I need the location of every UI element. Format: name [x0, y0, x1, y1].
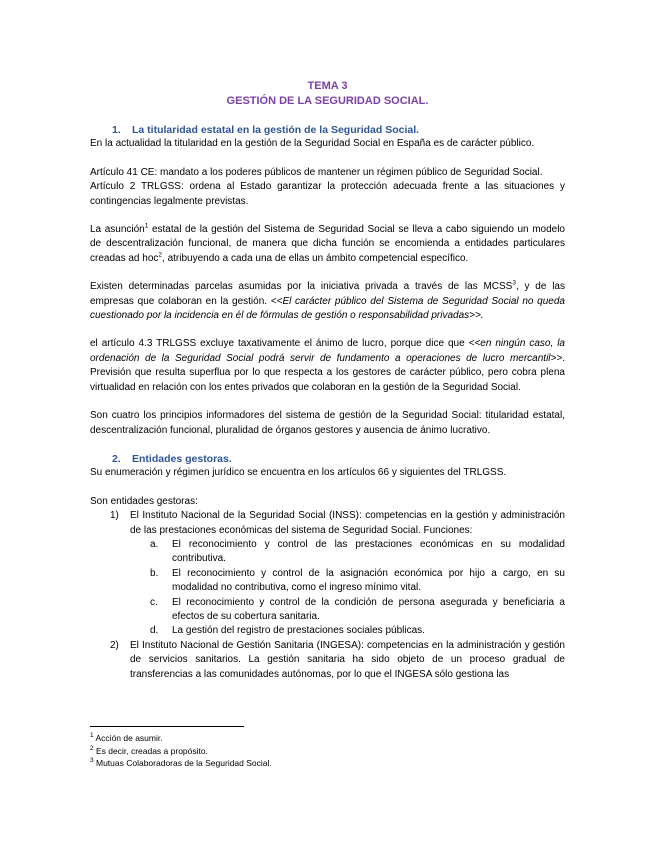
footnote-2 [90, 745, 565, 758]
footnote-mark: 2 [90, 744, 94, 752]
article-2-trlgss: Artículo 2 TRLGSS: ordena al Estado garantizar la protección adecuada frente a las situaciones y contingencias legalmente previstas. [90, 181, 565, 207]
list-item [90, 639, 565, 682]
list-marker: a. [150, 538, 159, 550]
text-run: el artículo 4.3 TRLGSS excluye taxativamente el ánimo de lucro, porque dice que [90, 338, 469, 350]
list-marker: d. [150, 625, 159, 637]
list-item-text: El reconocimiento y control de las prestaciones económicas en su modalidad contributiva. [172, 538, 565, 565]
paragraph-parcelas [90, 280, 565, 323]
section-1-number: 1. [112, 124, 121, 136]
section-2-heading [90, 452, 565, 466]
section-2-heading-text: Entidades gestoras. [132, 452, 232, 465]
text-run: La asunción [90, 224, 145, 236]
footnotes [90, 732, 565, 770]
list-item [90, 509, 565, 639]
list-marker: c. [150, 596, 158, 608]
list-item-text: El reconocimiento y control de la condición de persona asegurada y beneficiaria a efectos de su cobertura sanitaria. [172, 596, 565, 622]
title-line-1: TEMA 3 [307, 80, 348, 92]
paragraph-asuncion [90, 223, 565, 266]
footnote-text: Acción de asumir. [93, 733, 163, 743]
quote-italic: <<en ningún caso, la ordenación de la Seguridad Social podrá servir de fundamento a operaciones de lucro mercantil>> [90, 338, 565, 364]
section-1-heading [90, 123, 565, 137]
footnote-ref-3: 3 [512, 279, 516, 287]
footnote-separator [90, 726, 244, 727]
footnote-ref-1: 1 [144, 222, 149, 230]
article-41-ce: Artículo 41 CE: mandato a los poderes públicos de mantener un régimen público de Seguridad Social. [90, 166, 543, 178]
footnote-text: Mutuas Colaboradoras de la Seguridad Social. [93, 758, 272, 768]
text-run: . Previsión que resulta superflua por lo que respecta a los gestores de carácter público, pero cobra plena virtualidad en relación con los entes privados que colaboran en la gestión de la Seguridad Social. [90, 352, 565, 393]
text-run: Existen determinadas parcelas asumidas por la iniciativa privada a través de las MCSS [90, 281, 513, 293]
list-item [130, 624, 565, 638]
section-2-number: 2. [112, 452, 121, 465]
list-item-text: El reconocimiento y control de la asignación económica por hijo a cargo, en su modalidad no contributiva, como el ingreso mínimo vital. [172, 567, 565, 594]
section-2-lead: Son entidades gestoras: [90, 495, 198, 507]
quote-italic: <<El carácter público del Sistema de Seguridad Social no queda cuestionado por la incidencia en él de fórmulas de gestión o responsabilidad privadas>>. [90, 295, 565, 322]
entidades-list [90, 509, 565, 682]
list-item [130, 567, 565, 596]
section-1-heading-text: La titularidad estatal en la gestión de la Seguridad Social. [132, 124, 420, 136]
text-run: estatal de la gestión del Sistema de Seguridad Social se lleva a cabo siguiendo un modelo de descentralización funcional, de manera que dicha función se encomienda a entidades particulares creadas ad hoc [90, 224, 565, 264]
title-line-2: GESTIÓN DE LA SEGURIDAD SOCIAL. [226, 95, 429, 107]
list-item-text: El Instituto Nacional de la Seguridad Social (INSS): competencias en la gestión y administración de las prestaciones económicas del sistema de Seguridad Social. Funciones: [130, 510, 565, 536]
funciones-list [130, 538, 565, 639]
list-item-text: La gestión del registro de prestaciones sociales públicas. [172, 625, 425, 637]
paragraph-principios: Son cuatro los principios informadores del sistema de gestión de la Seguridad Social: titularidad estatal, descentralización funcional, pluralidad de órganos gestores y ausencia de ánimo lucrativo. [90, 410, 565, 436]
page-content [90, 79, 565, 682]
footnote-mark: 1 [90, 732, 94, 740]
list-marker: 2) [110, 639, 119, 651]
footnote-text: Es decir, creadas a propósito. [93, 745, 208, 756]
paragraph-lucro [90, 337, 565, 395]
footnote-3 [90, 757, 565, 770]
list-item [130, 596, 565, 625]
section-2-intro: Su enumeración y régimen jurídico se encuentra en los artículos 66 y siguientes del TRLGSS. [90, 467, 507, 479]
text-run: , atribuyendo a cada una de ellas un ámbito competencial específico. [162, 252, 469, 264]
list-item [130, 538, 565, 567]
section-1-intro: En la actualidad la titularidad en la gestión de la Seguridad Social en España es de carácter público. [90, 138, 535, 150]
footnote-1 [90, 732, 565, 745]
text-run: , y de las empresas que colaboran en la gestión. [90, 281, 565, 307]
list-marker: b. [150, 567, 159, 579]
footnote-mark: 3 [90, 757, 94, 765]
list-marker: 1) [110, 510, 119, 522]
footnote-ref-2: 2 [158, 251, 163, 259]
list-item-text: El Instituto Nacional de Gestión Sanitaria (INGESA): competencias en la administración y gestión de servicios sanitarios. La gestión sanitaria ha sido objeto de un proceso gradual de transferencias a las comunidades autónomas, por lo que el INGESA sólo gestiona las [130, 639, 565, 680]
